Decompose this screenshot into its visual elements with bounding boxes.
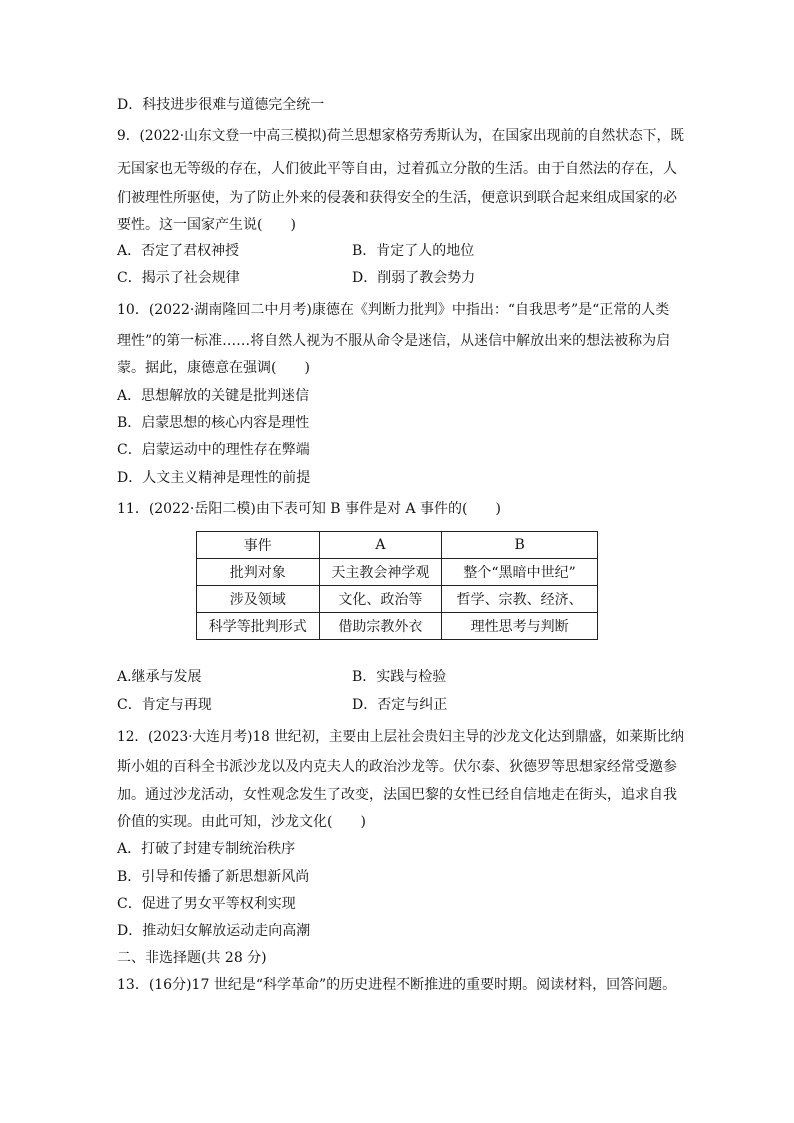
q9-option-b: B．肯定了人的地位 [352, 243, 475, 259]
q9-stem-line-3: 们被理性所驱使，为了防止外来的侵袭和获得安全的生活，便意识到联合起来组成国家的必 [117, 190, 677, 206]
q12-stem-line-1: 12．(2023·大连月考)18 世纪初，主要由上层社会贵妇主导的沙龙文化达到鼎盛，如莱斯比纳 [117, 729, 685, 745]
q11-option-b: B．实践与检验 [352, 669, 447, 685]
table-header-row [197, 532, 598, 559]
q11-option-d: D．否定与纠正 [352, 697, 448, 713]
q9-option-c: C．揭示了社会规律 [117, 270, 240, 286]
q12-option-a: A．打破了封建专制统治秩序 [117, 841, 296, 857]
table-header-cell: A [319, 532, 442, 559]
q8-option-d: D．科技进步很难与道德完全统一 [117, 97, 325, 113]
q9-stem-line-1: 9．(2022·山东文登一中高三模拟)荷兰思想家格劳秀斯认为，在国家出现前的自然状态下，既 [117, 128, 684, 144]
event-comparison-table [196, 531, 598, 640]
q12-option-c: C．促进了男女平等权利实现 [117, 896, 296, 912]
table-cell: 文化、政治等 [319, 586, 442, 613]
q10-stem-line-3: 蒙。据此，康德意在强调( ) [117, 360, 310, 376]
table-cell: 天主教会神学观 [319, 559, 442, 586]
table-header-cell: 事件 [197, 532, 320, 559]
section-heading: 二、非选择题(共 28 分) [117, 950, 267, 966]
table-row [197, 586, 598, 613]
q9-option-a: A．否定了君权神授 [117, 243, 240, 259]
q12-stem-line-4: 价值的实现。由此可知，沙龙文化( ) [117, 814, 366, 830]
q12-option-b: B．引导和传播了新思想新风尚 [117, 869, 310, 885]
table-cell: 哲学、宗教、经济、 [442, 586, 598, 613]
q10-option-c: C．启蒙运动中的理性存在弊端 [117, 442, 310, 458]
q10-option-d: D．人文主义精神是理性的前提 [117, 470, 311, 486]
q13-stem: 13．(16分)17 世纪是“科学革命”的历史进程不断推进的重要时期。阅读材料，回答问题。 [117, 977, 677, 993]
q10-option-b: B．启蒙思想的核心内容是理性 [117, 415, 310, 431]
q10-stem-line-1: 10．(2022·湖南隆回二中月考)康德在《判断力批判》中指出：“自我思考”是“正常的人类 [117, 302, 670, 318]
table-row [197, 559, 598, 586]
q9-stem-line-2: 无国家也无等级的存在，人们彼此平等自由，过着孤立分散的生活。由于自然法的存在，人 [117, 161, 677, 177]
q11-stem: 11．(2022·岳阳二模)由下表可知 B 事件是对 A 事件的( ) [117, 501, 501, 517]
table-row [197, 613, 598, 640]
table-cell: 借助宗教外衣 [319, 613, 442, 640]
q11-option-a: A.继承与发展 [117, 669, 202, 685]
q10-stem-line-2: 理性”的第一标准……将自然人视为不服从命令是迷信，从迷信中解放出来的想法被称为启 [117, 333, 671, 349]
q9-option-d: D．削弱了教会势力 [352, 270, 476, 286]
table-cell: 批判对象 [197, 559, 320, 586]
table-header-cell: B [442, 532, 598, 559]
q9-stem-line-4: 要性。这一国家产生说( ) [117, 217, 296, 233]
table-cell: 涉及领域 [197, 586, 320, 613]
q12-stem-line-2: 斯小姐的百科全书派沙龙以及内克夫人的政治沙龙等。伏尔泰、狄德罗等思想家经常受邀参 [117, 759, 677, 775]
q11-option-c: C．肯定与再现 [117, 697, 212, 713]
q12-option-d: D．推动妇女解放运动走向高潮 [117, 923, 311, 939]
table-cell: 理性思考与判断 [442, 613, 598, 640]
table-cell: 科学等批判形式 [197, 613, 320, 640]
q10-option-a: A．思想解放的关键是批判迷信 [117, 388, 310, 404]
q12-stem-line-3: 加。通过沙龙活动，女性观念发生了改变，法国巴黎的女性已经自信地走在街头，追求自我 [117, 787, 677, 803]
table-cell: 整个“黑暗中世纪” [442, 559, 598, 586]
